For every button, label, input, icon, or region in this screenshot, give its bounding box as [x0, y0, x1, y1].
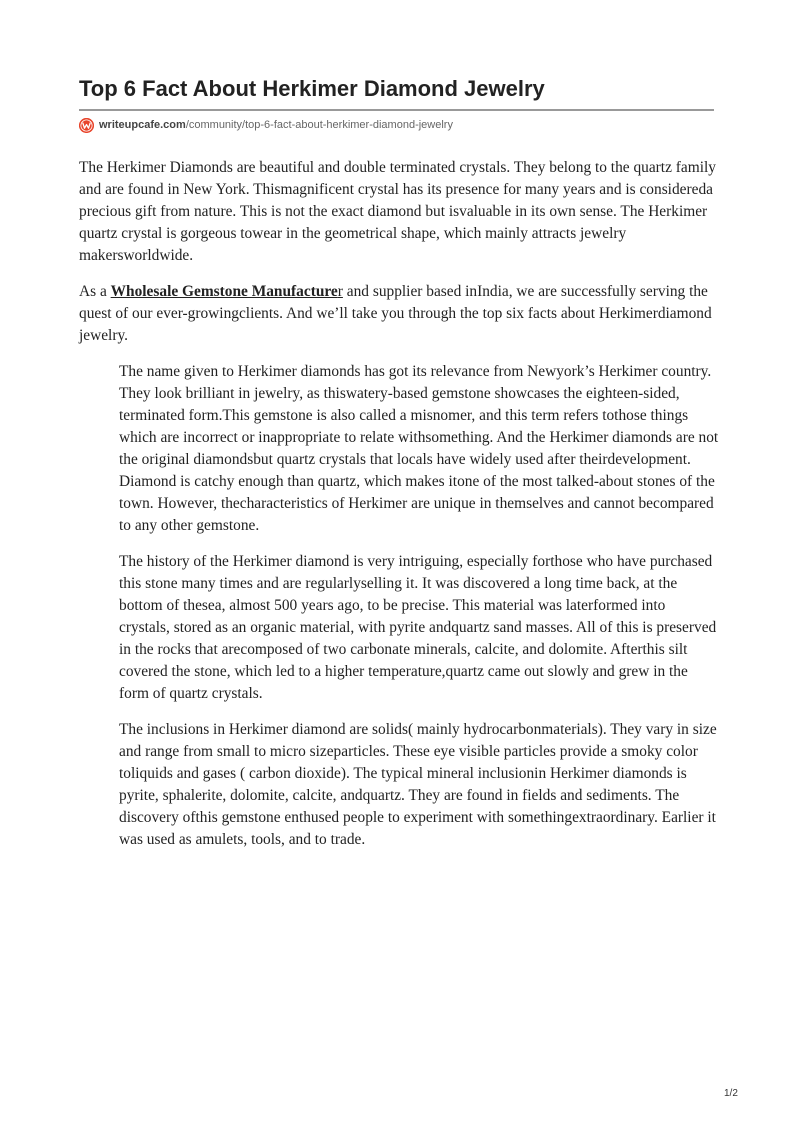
page-title: Top 6 Fact About Herkimer Diamond Jewelry	[79, 76, 545, 101]
fact-paragraph-history: The history of the Herkimer diamond is very intriguing, especially forthose who have purchased this stone many times and are regularlyselling it. It was discovered a long time back, at the bottom of thesea, almost 500 years ago, to be precise. This material was laterformed into crystals, stored as an organic material, with pyrite andquartz sand masses. All of this is preserved in the rocks that arecomposed of two carbonate minerals, calcite, and dolomite. Afterthis silt covered the stone, which led to a higher temperature,quartz came out slowly and grew in the form of quartz crystals.	[119, 553, 717, 702]
source-path[interactable]: /community/top-6-fact-about-herkimer-diamond-jewelry	[185, 119, 453, 131]
fact-paragraph-inclusions: The inclusions in Herkimer diamond are solids( mainly hydrocarbonmaterials). They vary in size and range from small to micro sizeparticles. These eye visible particles provide a smoky color toliquids and gases ( carbon dioxide). The typical mineral inclusionin Herkimer diamonds is pyrite, sphalerite, dolomite, calcite, andquartz. They are found in fields and sediments. The discovery ofthis gemstone enthused people to experiment with somethingextraordinary. Earlier it was used as amulets, tools, and to trade.	[119, 721, 717, 848]
source-line	[79, 117, 453, 133]
paragraph-rest-text: and supplier based inIndia, we are successfully serving the quest of our ever-growingclients. And we’ll take you through the top six facts about Herkimerdiamond jewelry.	[79, 283, 712, 344]
wholesale-gemstone-manufacturer-link[interactable]: Wholesale Gemstone Manufacture	[110, 283, 338, 300]
fact-paragraph-name-origin: The name given to Herkimer diamonds has got its relevance from Newyork’s Herkimer country. They look brilliant in jewelry, as thiswatery-based gemstone showcases the eighteen-sided, terminated form.This gemstone is also called a misnomer, and this term refers tothose things which are incorrect or inappropriate to relate withsomething. And the Herkimer diamonds are not the original diamondsbut quartz crystals that locals have widely used after theirdevelopment. Diamond is catchy enough than quartz, which makes itone of the most talked-about stones of the town. However, thecharacteristics of Herkimer are unique in themselves and cannot becompared to any other gemstone.	[119, 363, 719, 534]
paragraph-lead-text: As a	[79, 283, 111, 300]
writeupcafe-logo-icon	[79, 118, 94, 133]
manufacturer-paragraph	[79, 281, 719, 347]
title-divider	[79, 109, 714, 111]
facts-blockquote	[119, 361, 719, 851]
page-number: 1/2	[724, 1088, 738, 1099]
source-domain[interactable]: writeupcafe.com	[99, 119, 186, 131]
link-tail-text[interactable]: r	[337, 283, 343, 300]
intro-paragraph: The Herkimer Diamonds are beautiful and double terminated crystals. They belong to the quartz family and are found in New York. Thismagnificent crystal has its presence for many years and is considereda precious gift from nature. This is not the exact diamond but isvaluable in its own sense. The Herkimer quartz crystal is gorgeous towear in the geometrical shape, which mainly attracts jewelry makersworldwide.	[79, 159, 716, 264]
article-body	[79, 157, 719, 865]
